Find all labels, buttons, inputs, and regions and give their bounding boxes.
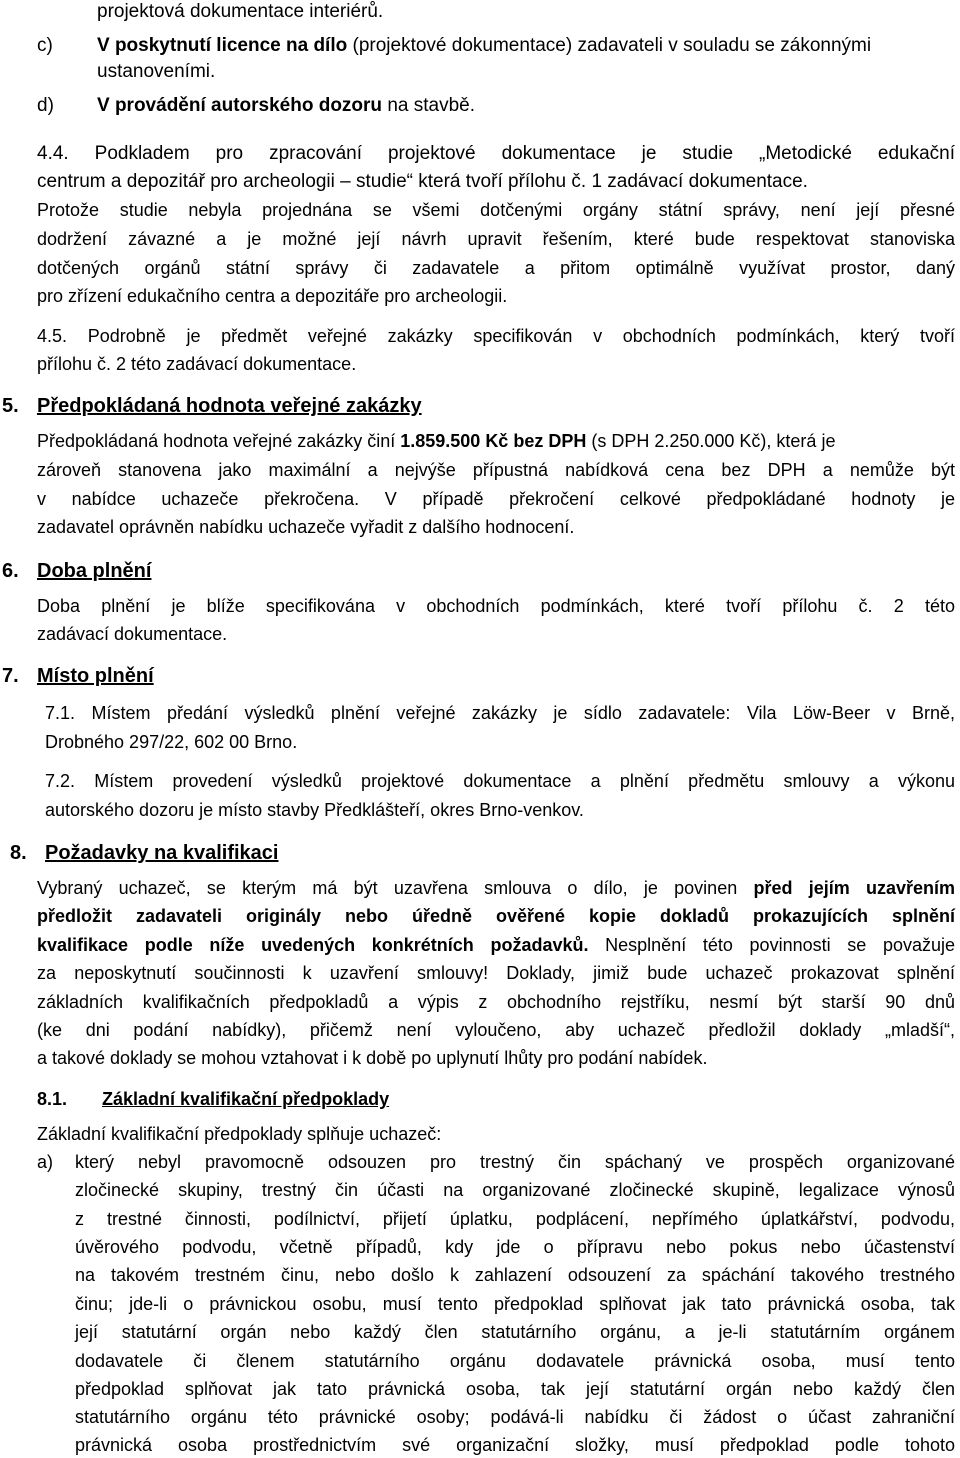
section-6-title: Doba plnění — [37, 560, 152, 582]
section-6-line2: zadávací dokumentace. — [37, 624, 228, 644]
section-7-number: 7. — [2, 665, 19, 687]
section-7-title: Místo plnění — [37, 665, 154, 687]
section-5-line3: v nabídce uchazeče překročena. V případě překročení celkové předpokládané hodnoty je — [37, 489, 955, 509]
section-8-line1-bold: před jejím uzavřením — [753, 878, 956, 898]
list-item-d-rest: na stavbě. — [382, 95, 475, 116]
item-a-line: statutárního orgánu této právnické osoby; podává-li nabídku či žádost o účast zahraniční — [75, 1407, 955, 1427]
para-4-4-line6: pro zřízení edukačního centra a depozitáře pro archeologii. — [37, 286, 508, 306]
section-5-title: Předpokládaná hodnota veřejné zakázky — [37, 395, 422, 417]
para-4-5-line1: 4.5. Podrobně je předmět veřejné zakázky specifikován v obchodních podmínkách, který tvoří — [37, 326, 955, 346]
section-8-line7: a takové doklady se mohou vztahovat i k době po uplynutí lhůty pro podání nabídek. — [37, 1048, 708, 1068]
section-5-number: 5. — [2, 395, 19, 417]
item-a-line: předpoklad splňovat jak tato právnická osoba, tak její statutární orgán nebo každý člen — [75, 1379, 955, 1399]
section-8-1-title: Základní kvalifikační předpoklady — [102, 1089, 390, 1109]
list-item-c-bold: V poskytnutí licence na dílo — [97, 35, 348, 56]
item-a-line: dodavatele či členem statutárního orgánu dodavatele právnická osoba, musí tento — [75, 1351, 955, 1371]
para-4-5-line2: přílohu č. 2 této zadávací dokumentace. — [37, 354, 357, 374]
list-item-c — [97, 34, 871, 58]
section-5-line2: zároveň stanovena jako maximální a nejvýše přípustná nabídková cena bez DPH a nemůže být — [37, 460, 955, 480]
section-8-1-number: 8.1. — [37, 1089, 68, 1109]
list-marker-a: a) — [37, 1152, 54, 1172]
section-8-line1 — [37, 876, 955, 900]
section-8-1-intro: Základní kvalifikační předpoklady splňuje uchazeč: — [37, 1124, 442, 1144]
section-7-2-line2: autorského dozoru je místo stavby Předklášteří, okres Brno-venkov. — [45, 800, 584, 820]
para-4-4-line3: Protože studie nebyla projednána se všemi dotčenými orgány státní správy, není její přesné — [37, 200, 955, 220]
section-7-1-line1: 7.1. Místem předání výsledků plnění veřejné zakázky je sídlo zadavatele: Vila Löw-Beer v Brně, — [45, 703, 955, 723]
section-8-line3 — [37, 933, 955, 957]
para-4-4-line2: centrum a depozitář pro archeologii – studie“ která tvoří přílohu č. 1 zadávací dokumentace. — [37, 171, 808, 192]
section-8-line4: za neposkytnutí součinnosti k uzavření smlouvy! Doklady, jimiž bude uchazeč prokazovat splnění — [37, 963, 955, 983]
section-7-2-line1: 7.2. Místem provedení výsledků projektové dokumentace a plnění předmětu smlouvy a výkonu — [45, 771, 955, 791]
item-a-line: činu; jde-li o právnickou osobu, musí tento předpoklad splňovat jak tato právnická osoba, tak — [75, 1294, 955, 1314]
para-4-4-line4: dodržení závazné a je možné její návrh upravit řešením, které bude respektovat stanoviska — [37, 229, 955, 249]
section-5-line1-a: Předpokládaná hodnota veřejné zakázky činí — [37, 431, 401, 451]
item-a-line: který nebyl pravomocně odsouzen pro trestný čin spáchaný ve prospěch organizované — [75, 1152, 955, 1172]
item-a-line: její statutární orgán nebo každý člen statutárního orgánu, a je-li statutárním orgánem — [75, 1322, 955, 1342]
section-5-line1 — [37, 429, 835, 453]
list-item-d — [97, 94, 475, 118]
section-5-line1-c: (s DPH 2.250.000 Kč), která je — [586, 431, 836, 451]
section-6-line1: Doba plnění je blíže specifikována v obchodních podmínkách, které tvoří přílohu č. 2 této — [37, 596, 955, 616]
list-marker-c: c) — [37, 35, 53, 56]
section-5-amount: 1.859.500 Kč bez DPH — [400, 431, 587, 451]
carry-text: projektová dokumentace interiérů. — [97, 1, 384, 22]
carry-line — [97, 0, 383, 24]
list-marker-d: d) — [37, 95, 54, 116]
item-a-line: právnická osoba prostřednictvím své organizační složky, musí předpoklad podle tohoto — [75, 1435, 955, 1455]
section-8-line6: (ke dni podání nabídky), přičemž není vyloučeno, aby uchazeč předložil doklady „mladší“, — [37, 1020, 955, 1040]
list-item-c-rest: (projektové dokumentace) zadavateli v souladu se zákonnými — [347, 35, 872, 56]
para-4-4-line1: 4.4. Podkladem pro zpracování projektové dokumentace je studie „Metodické edukační — [37, 143, 955, 164]
section-5-line4: zadavatel oprávněn nabídku uchazeče vyřadit z dalšího hodnocení. — [37, 517, 575, 537]
para-4-4-line5: dotčených orgánů státní správy či zadavatele a přitom optimálně využívat prostor, daný — [37, 258, 955, 278]
section-8-line1-a: Vybraný uchazeč, se kterým má být uzavřena smlouva o dílo, je povinen — [37, 878, 754, 898]
item-a-line: úvěrového podvodu, včetně případů, kdy jde o přípravu nebo pokus nebo účastenství — [75, 1237, 955, 1257]
list-item-c-line2: ustanoveními. — [97, 61, 216, 82]
section-8-line3-c: Nesplnění této povinnosti se považuje — [588, 935, 955, 955]
section-8-title: Požadavky na kvalifikaci — [45, 842, 279, 864]
list-item-d-bold: V provádění autorského dozoru — [97, 95, 383, 116]
section-8-line5: základních kvalifikačních předpokladů a výpis z obchodního rejstříku, nesmí být starší 90 dnů — [37, 992, 955, 1012]
section-8-number: 8. — [10, 842, 27, 864]
section-6-number: 6. — [2, 560, 19, 582]
section-7-1-line2: Drobného 297/22, 602 00 Brno. — [45, 732, 298, 752]
item-a-line: zločinecké skupiny, trestný čin účasti na organizované zločinecké skupině, legalizace výnosů — [75, 1180, 955, 1200]
item-a-line: na takovém trestném činu, nebo došlo k zahlazení odsouzení za spáchání takového trestného — [75, 1265, 955, 1285]
section-8-line2: předložit zadavateli originály nebo úředně ověřené kopie dokladů prokazujících splnění — [37, 906, 955, 926]
section-8-line3-bold: kvalifikace podle níže uvedených konkrétních požadavků. — [37, 935, 589, 955]
item-a-line: z trestné činnosti, podílnictví, přijetí úplatku, podplácení, nepřímého úplatkářství, podvodu, — [75, 1209, 955, 1229]
